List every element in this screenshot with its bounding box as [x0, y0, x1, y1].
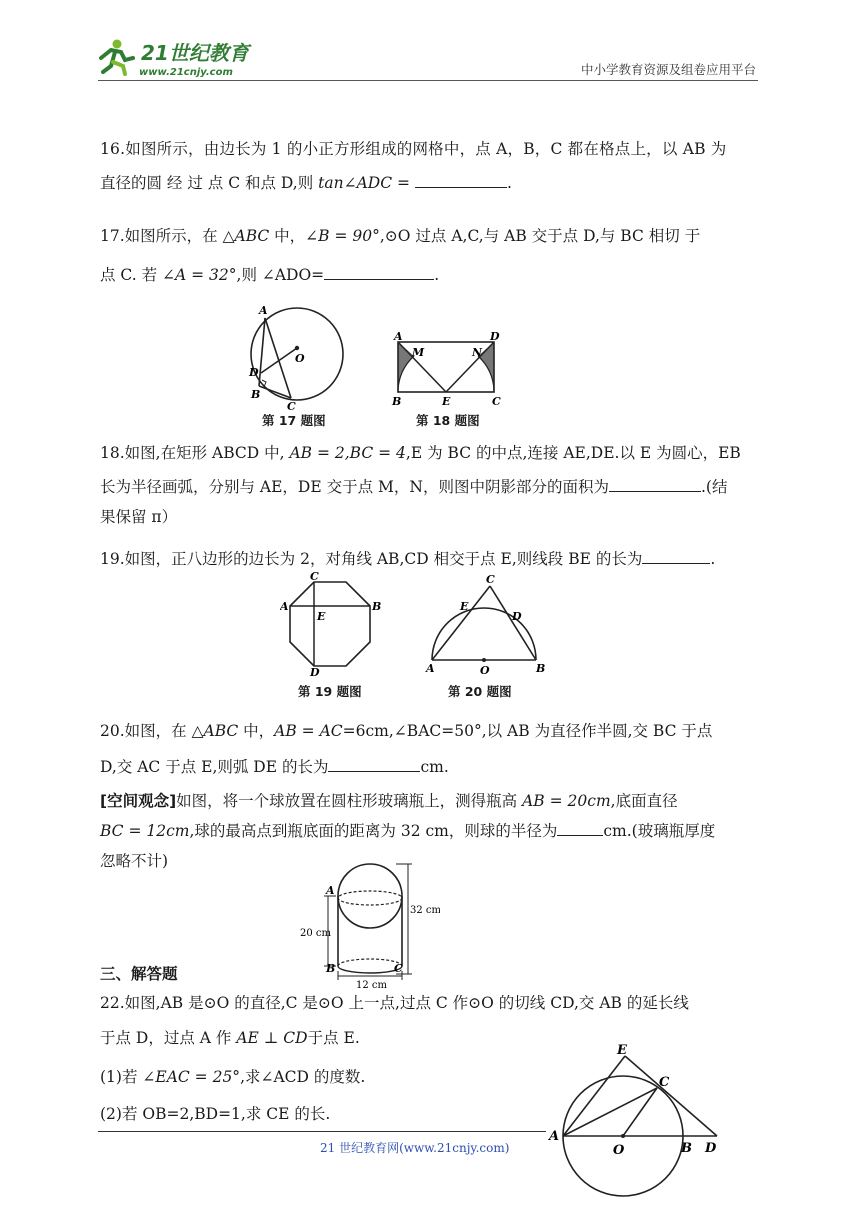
header-divider [98, 80, 758, 81]
fig22-label-A: A [549, 1129, 560, 1144]
fig18-label-M: M [412, 346, 425, 359]
answer-blank[interactable] [328, 757, 420, 772]
logo-main-text: 21世纪教育 [141, 41, 249, 65]
question-17: 17.如图所示，在 △ABC 中，∠B = 90°,⊙O 过点 A,C,与 AB 交于点 D,与 BC 相切 于 点 C. 若 ∠A = 32°,则 ∠ADO= . [100, 227, 701, 284]
fig22-label-D: D [705, 1141, 717, 1156]
answer-blank[interactable] [557, 821, 603, 836]
fig18-label-N: N [472, 346, 483, 359]
answer-blank[interactable] [415, 173, 507, 188]
fig19-caption: 第 19 题图 [298, 684, 362, 699]
fig20-label-B: B [536, 662, 546, 675]
fig18-label-C: C [492, 395, 501, 408]
fig19-label-D: D [310, 666, 320, 678]
fig21-label-C: C [394, 962, 403, 975]
fig20-label-D: D [512, 610, 522, 623]
fig18-caption: 第 18 题图 [416, 413, 480, 428]
fig22-label-B: B [681, 1141, 692, 1156]
q16-text: 直径的圆 经 过 点 C 和点 D,则 [100, 174, 319, 192]
figure-21 [300, 858, 440, 994]
footer-text[interactable]: 21 世纪教育网(www.21cnjy.com) [320, 1141, 510, 1155]
fig17-label-D: D [249, 366, 259, 379]
question-22: 22.如图,AB 是⊙O 的直径,C 是⊙O 上一点,过点 C 作⊙O 的切线 CD,交 AB 的延长线 于点 D，过点 A 作 AE ⊥ CD于点 E. (1)若 ∠EAC = 25°,求∠ACD 的度数. (2)若 OB=2,BD=1,求 CE 的长. [100, 994, 689, 1123]
fig21-dim-height: 32 cm [410, 905, 440, 916]
fig21-dim-base: 12 cm [356, 980, 387, 990]
fig20-label-A: A [426, 662, 435, 675]
question-18: 18.如图,在矩形 ABCD 中, AB = 2,BC = 4,E 为 BC 的中点,连接 AE,DE.以 E 为圆心，EB 长为半径画弧，分别与 AE，DE 交于点 M，N，则图中阴影部分的面积为 .(结 果保留 π） [100, 444, 741, 526]
question-19: 19.如图，正八边形的边长为 2，对角线 AB,CD 相交于点 E,则线段 BE 的长为 . [100, 550, 716, 568]
fig19-label-B: B [372, 600, 382, 613]
fig22-label-O: O [613, 1143, 625, 1158]
fig19-label-C: C [310, 570, 319, 583]
question-21: [空间观念]如图，将一个球放置在圆柱形玻璃瓶上，测得瓶高 AB = 20cm,底面直径 BC = 12cm,球的最高点到瓶底面的距离为 32 cm，则球的半径为 cm.(玻璃瓶厚度 忽略不计) [100, 792, 716, 870]
runner-icon [101, 40, 133, 75]
fig17-label-A: A [259, 304, 268, 317]
answer-blank[interactable] [642, 549, 710, 564]
header-platform-text: 中小学教育资源及组卷应用平台 [580, 62, 756, 77]
figure-17 [245, 300, 355, 416]
site-logo[interactable] [95, 36, 265, 80]
fig20-label-C: C [486, 573, 495, 586]
figure-22 [545, 1040, 725, 1220]
fig18-label-E: E [442, 395, 451, 408]
fig21-dim-bottle: 20 cm [300, 928, 331, 939]
figure-18 [386, 328, 511, 414]
answer-blank[interactable] [324, 265, 434, 280]
fig20-caption: 第 20 题图 [448, 684, 512, 699]
fig22-label-E: E [617, 1043, 627, 1058]
fig17-caption: 第 17 题图 [262, 413, 326, 428]
figure-20 [422, 570, 547, 680]
fig18-label-A: A [394, 330, 403, 343]
footer-divider [98, 1131, 546, 1132]
q16-math: tan∠ADC = [318, 174, 410, 192]
fig20-label-O: O [480, 664, 490, 676]
fig17-label-C: C [287, 400, 296, 412]
fig18-label-D: D [490, 330, 500, 343]
fig21-label-A: A [326, 884, 335, 897]
fig19-label-A: A [280, 600, 289, 613]
fig19-label-E: E [317, 610, 326, 623]
fig20-label-E: E [460, 600, 469, 613]
fig22-label-C: C [659, 1075, 670, 1090]
figure-19 [280, 568, 385, 682]
answer-blank[interactable] [609, 477, 701, 492]
fig17-label-B: B [251, 388, 261, 401]
fig18-label-B: B [392, 395, 402, 408]
question-20: 20.如图，在 △ABC 中，AB = AC=6cm,∠BAC=50°,以 AB 为直径作半圆,交 BC 于点 D,交 AC 于点 E,则弧 DE 的长为 cm. [100, 722, 713, 776]
fig21-label-B: B [326, 962, 336, 975]
question-16: 16.如图所示，由边长为 1 的小正方形组成的网格中，点 A，B，C 都在格点上，以 AB 为 直径的圆 经 过 点 C 和点 D,则 tan∠ADC = . [100, 138, 764, 194]
section-title: 三、解答题 [100, 965, 178, 983]
logo-url-text: www.21cnjy.com [139, 67, 233, 78]
q16-line1: 16.如图所示，由边长为 1 的小正方形组成的网格中，点 A，B，C 都在格点上，以 AB 为 [100, 140, 727, 158]
fig17-label-O: O [295, 352, 305, 365]
